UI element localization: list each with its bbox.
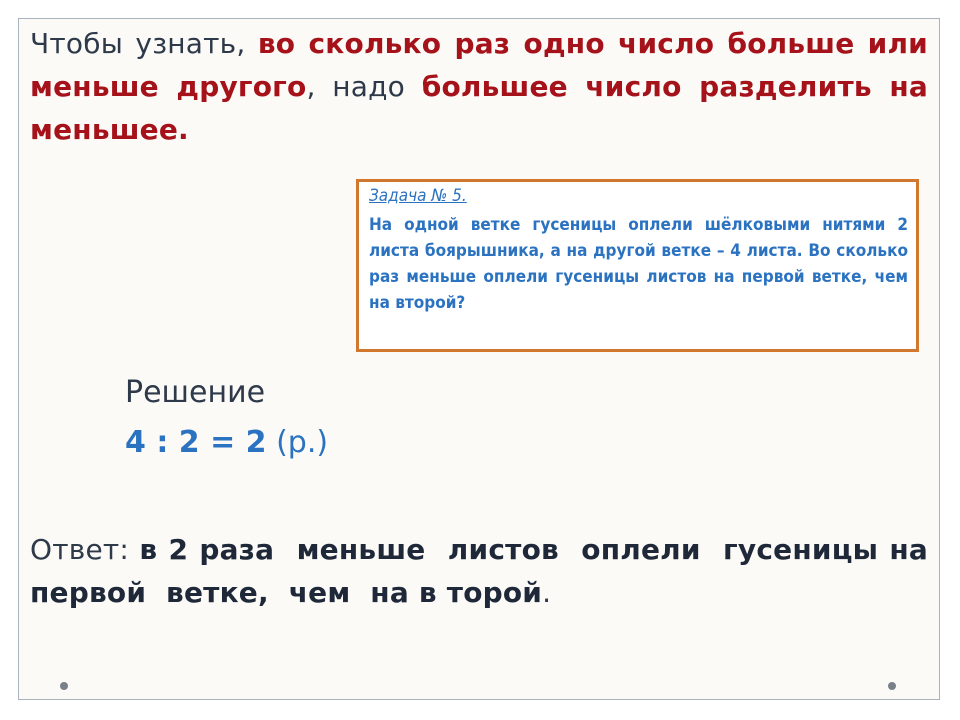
answer-label: Ответ: [30, 533, 140, 566]
task-text: На одной ветке гусеницы оплели шёлковыми нитями 2 листа боярышника, а на другой ветке – 4 листа. Во сколько раз меньше оплели гусеницы листов на первой ветке, чем на второй? [369, 215, 908, 313]
rule-statement [30, 22, 928, 151]
answer-end: . [542, 576, 552, 609]
answer-statement [30, 528, 948, 614]
rule-connector: , надо [306, 70, 422, 103]
task-box [356, 179, 919, 352]
solution-label: Решение [125, 375, 266, 410]
rule-highlight-method: большее число разделить на меньшее. [30, 70, 928, 146]
solution-line [125, 425, 328, 460]
corner-dot-right [888, 682, 896, 690]
task-title: Задача № 5. [369, 186, 467, 206]
solution-expression: 4 : 2 = 2 [125, 425, 267, 460]
answer-text: в 2 раза меньше листов оплели гусеницы на первой ветке, чем на в торой [30, 533, 948, 609]
corner-dot-left [60, 682, 68, 690]
rule-highlight-question: во сколько раз одно число больше или меньше другого [30, 27, 929, 103]
rule-intro: Чтобы узнать, [30, 27, 258, 60]
solution-unit: (р.) [266, 425, 329, 460]
